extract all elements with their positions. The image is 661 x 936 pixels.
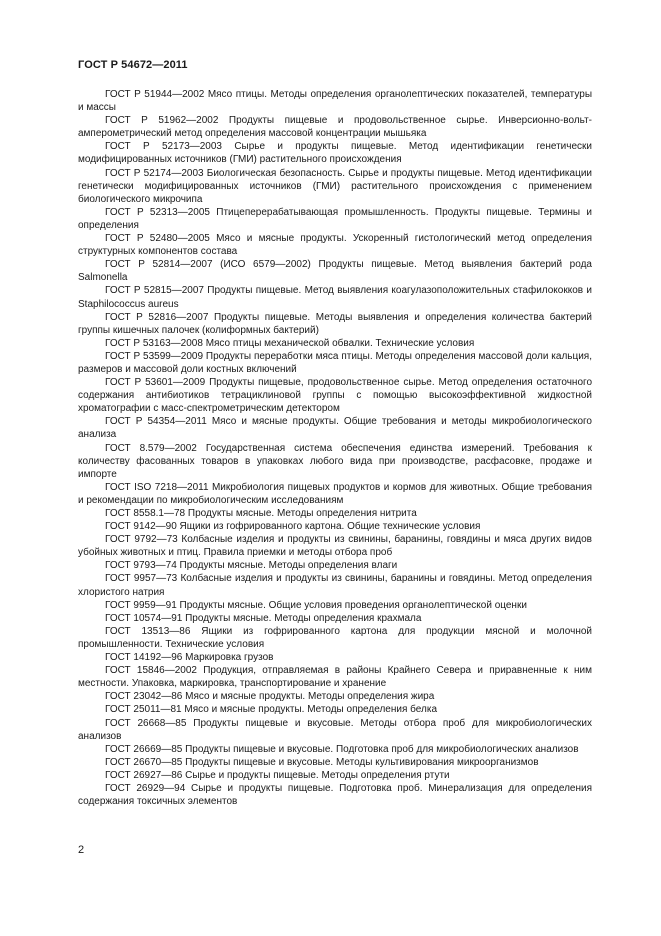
reference-entry: ГОСТ 10574—91 Продукты мясные. Методы определения крахмала (105, 612, 422, 624)
reference-entry: ГОСТ Р 52173—2003 Сырье и продукты пищевые. Метод идентификации генетически модифицированных источников (ГМИ) растительного происхождения (78, 141, 592, 166)
reference-entry: ГОСТ 9142—90 Ящики из гофрированного картона. Общие технические условия (105, 521, 481, 533)
reference-entry: ГОСТ 9792—73 Колбасные изделия и продукты из свинины, баранины, говядины и мяса других видов убойных животных и птиц. Правила приемки и методы отбора проб (78, 534, 592, 559)
reference-entry: ГОСТ 8.579—2002 Государственная система обеспечения единства измерений. Требования к количеству фасованных товаров в упаковках любого вида при производстве, расфасовке, продаже и импорте (78, 442, 592, 480)
page-number: 2 (78, 844, 85, 856)
reference-entry: ГОСТ 26669—85 Продукты пищевые и вкусовые. Подготовка проб для микробиологических анализов (105, 743, 579, 755)
reference-entry: ГОСТ 15846—2002 Продукция, отправляемая в районы Крайнего Севера и приравненные к ним местности. Упаковка, маркировка, транспортирование и хранение (78, 665, 592, 690)
reference-entry: ГОСТ 26670—85 Продукты пищевые и вкусовые. Методы культивирования микроорганизмов (105, 756, 539, 768)
document-code-header: ГОСТ Р 54672—2011 (78, 59, 188, 71)
reference-entry: ГОСТ 9957—73 Колбасные изделия и продукты из свинины, баранины и говядины. Метод определения хлористого натрия (78, 573, 592, 598)
reference-entry: ГОСТ Р 54354—2011 Мясо и мясные продукты. Общие требования и методы микробиологического анализа (78, 416, 592, 441)
reference-entry: ГОСТ 25011—81 Мясо и мясные продукты. Методы определения белка (105, 704, 438, 716)
reference-entry: ГОСТ 9959—91 Продукты мясные. Общие условия проведения органолептической оценки (105, 599, 527, 611)
reference-entry: ГОСТ Р 52814—2007 (ИСО 6579—2002) Продукты пищевые. Метод выявления бактерий рода Salmonella (78, 259, 592, 284)
reference-entry: ГОСТ ISO 7218—2011 Микробиология пищевых продуктов и кормов для животных. Общие требования и рекомендации по микробиологическим исследованиям (78, 481, 592, 506)
reference-entry: ГОСТ Р 53601—2009 Продукты пищевые, продовольственное сырье. Метод определения остаточного содержания антибиотиков тетрациклиновой группы с помощью высокоэффективной жидкостной хроматографии с масс-спектрометрическим детектором (78, 377, 592, 415)
reference-entry: ГОСТ 9793—74 Продукты мясные. Методы определения влаги (105, 560, 398, 572)
reference-entry: ГОСТ Р 53163—2008 Мясо птицы механической обвалки. Технические условия (105, 337, 475, 349)
reference-entry: ГОСТ Р 51944—2002 Мясо птицы. Методы определения органолептических показателей, температуры и массы (78, 89, 592, 114)
reference-entry: ГОСТ 23042—86 Мясо и мясные продукты. Методы определения жира (105, 691, 435, 703)
reference-entry: ГОСТ Р 52815—2007 Продукты пищевые. Метод выявления коагулазоположительных стафилококков и Staphilococcus aureus (78, 285, 592, 310)
reference-entry: ГОСТ Р 52480—2005 Мясо и мясные продукты. Ускоренный гистологический метод определения структурных компонентов состава (78, 233, 592, 258)
reference-entry: ГОСТ 26668—85 Продукты пищевые и вкусовые. Методы отбора проб для микробиологических анализов (78, 717, 592, 742)
reference-entry: ГОСТ Р 52313—2005 Птицеперерабатывающая промышленность. Продукты пищевые. Термины и определения (78, 206, 592, 231)
reference-entry: ГОСТ 8558.1—78 Продукты мясные. Методы определения нитрита (105, 508, 417, 519)
reference-entry: ГОСТ Р 52816—2007 Продукты пищевые. Методы выявления и определения количества бактерий группы кишечных палочек (колиформных бактерий) (78, 311, 592, 336)
reference-entry: ГОСТ 26929—94 Сырье и продукты пищевые. Подготовка проб. Минерализация для определения содержания токсичных элементов (78, 782, 592, 808)
reference-entry: ГОСТ 14192—96 Маркировка грузов (105, 652, 274, 664)
reference-entry: ГОСТ 26927—86 Сырье и продукты пищевые. Методы определения ртути (105, 769, 450, 781)
reference-entry: ГОСТ Р 53599—2009 Продукты переработки мяса птицы. Методы определения массовой доли кальция, размеров и массовой доли костных включений (78, 350, 592, 375)
reference-entry: ГОСТ Р 51962—2002 Продукты пищевые и продовольственное сырье. Инверсионно-вольт-амперометрический метод определения массовой концентрации мышьяка (78, 115, 592, 140)
normative-references-list (78, 88, 592, 808)
reference-entry: ГОСТ Р 52174—2003 Биологическая безопасность. Сырье и продукты пищевые. Метод идентификации генетически модифицированных источников (ГМИ) растительного происхождения с применением биологического микрочипа (78, 167, 592, 205)
reference-entry: ГОСТ 13513—86 Ящики из гофрированного картона для продукции мясной и молочной промышленности. Технические условия (78, 625, 592, 650)
